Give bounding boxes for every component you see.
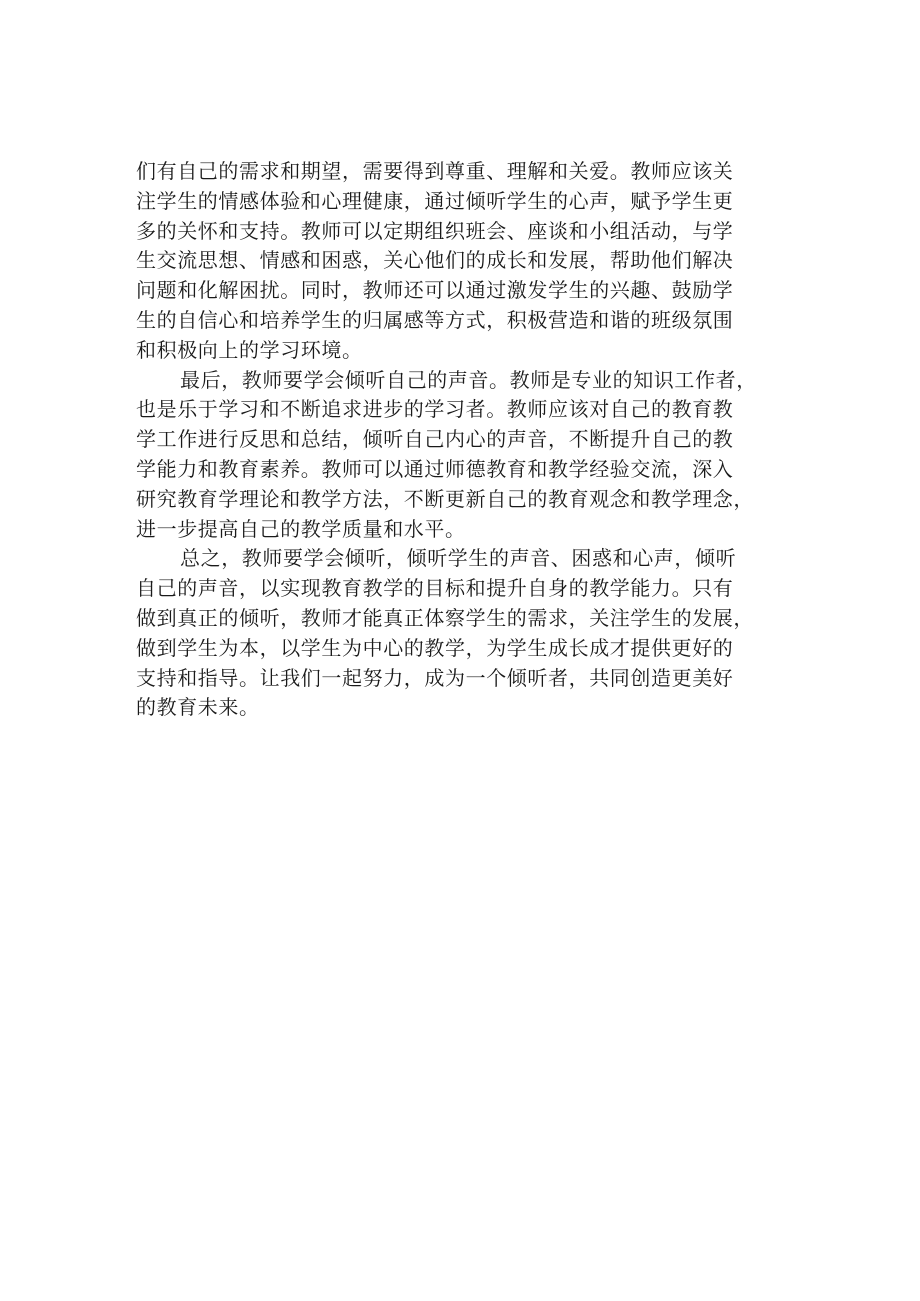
text-line: 生交流思想、情感和困惑，关心他们的成长和发展，帮助他们解决 [136,248,734,273]
text-line: 进一步提高自己的教学质量和水平。 [136,516,466,541]
document-body [136,157,786,723]
text-line: 也是乐于学习和不断追求进步的学习者。教师应该对自己的教育教 [136,397,734,422]
text-line: 学工作进行反思和总结，倾听自己内心的声音，不断提升自己的教 [136,427,734,452]
text-line: 的教育未来。 [136,695,260,720]
text-line: 做到学生为本，以学生为中心的教学，为学生成长成才提供更好的 [136,635,734,660]
text-line: 最后，教师要学会倾听自己的声音。教师是专业的知识工作者， [180,367,757,392]
text-line: 自己的声音，以实现教育教学的目标和提升自身的教学能力。只有 [136,576,734,601]
text-line: 总之，教师要学会倾听，倾听学生的声音、困惑和心声，倾听 [180,546,737,571]
text-line: 研究教育学理论和教学方法，不断更新自己的教育观念和教学理念， [136,486,754,511]
text-line: 们有自己的需求和期望，需要得到尊重、理解和关爱。教师应该关 [136,159,734,183]
text-line: 注学生的情感体验和心理健康，通过倾听学生的心声，赋予学生更 [136,188,734,213]
text-line: 问题和化解困扰。同时，教师还可以通过激发学生的兴趣、鼓励学 [136,278,734,303]
text-line: 和积极向上的学习环境。 [136,337,363,362]
text-line: 做到真正的倾听，教师才能真正体察学生的需求，关注学生的发展， [136,605,754,630]
text-line: 支持和指导。让我们一起努力，成为一个倾听者，共同创造更美好 [136,665,734,690]
text-line: 多的关怀和支持。教师可以定期组织班会、座谈和小组活动，与学 [136,218,734,243]
text-line: 学能力和教育素养。教师可以通过师德教育和教学经验交流，深入 [136,456,734,481]
text-line: 生的自信心和培养学生的归属感等方式，积极营造和谐的班级氛围 [136,307,734,332]
